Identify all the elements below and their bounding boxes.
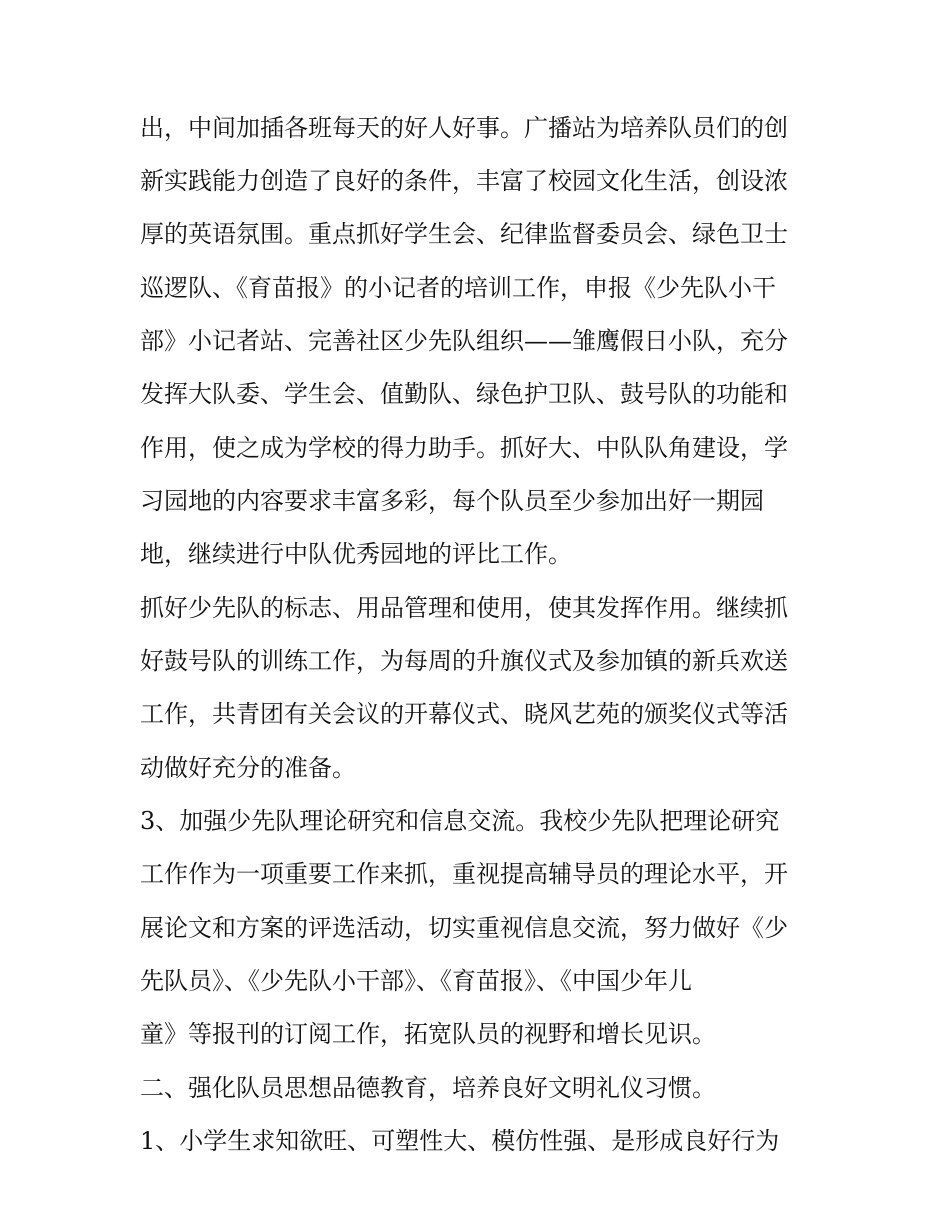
text-line: 出，中间加插各班每天的好人好事。广播站为培养队员们的创 [140, 114, 788, 142]
text-line: 二、强化队员思想品德教育，培养良好文明礼仪习惯。 [140, 1074, 716, 1102]
text-line: 3、加强少先队理论研究和信息交流。我校少先队把理论研究 [140, 807, 780, 835]
text-line: 工作，共青团有关会议的开幕仪式、晓风艺苑的颁奖仪式等活 [140, 700, 788, 728]
text-line: 展论文和方案的评选活动，切实重视信息交流，努力做好《少 [140, 914, 788, 942]
text-line: 新实践能力创造了良好的条件，丰富了校园文化生活，创设浓 [140, 167, 788, 195]
text-line: 先队员》、《少先队小干部》、《育苗报》、《中国少年儿 [140, 967, 692, 995]
text-line: 抓好少先队的标志、用品管理和使用，使其发挥作用。继续抓 [140, 594, 788, 622]
text-line: 巡逻队、《育苗报》的小记者的培训工作，申报《少先队小干 [140, 274, 776, 302]
text-line: 1、小学生求知欲旺、可塑性大、模仿性强、是形成良好行为 [140, 1127, 780, 1155]
text-line: 厚的英语氛围。重点抓好学生会、纪律监督委员会、绿色卫士 [140, 220, 788, 248]
text-line: 地，继续进行中队优秀园地的评比工作。 [140, 540, 572, 568]
text-line: 习园地的内容要求丰富多彩，每个队员至少参加出好一期园 [140, 487, 764, 515]
text-line: 发挥大队委、学生会、值勤队、绿色护卫队、鼓号队的功能和 [140, 380, 788, 408]
text-line: 部》小记者站、完善社区少先队组织——雏鹰假日小队，充分 [140, 327, 788, 355]
text-line: 工作作为一项重要工作来抓，重视提高辅导员的理论水平，开 [140, 860, 788, 888]
text-line: 好鼓号队的训练工作，为每周的升旗仪式及参加镇的新兵欢送 [140, 647, 788, 675]
text-line: 作用，使之成为学校的得力助手。抓好大、中队队角建设，学 [140, 434, 788, 462]
text-line: 童》等报刊的订阅工作，拓宽队员的视野和增长见识。 [140, 1020, 716, 1048]
text-line: 动做好充分的准备。 [140, 754, 356, 782]
